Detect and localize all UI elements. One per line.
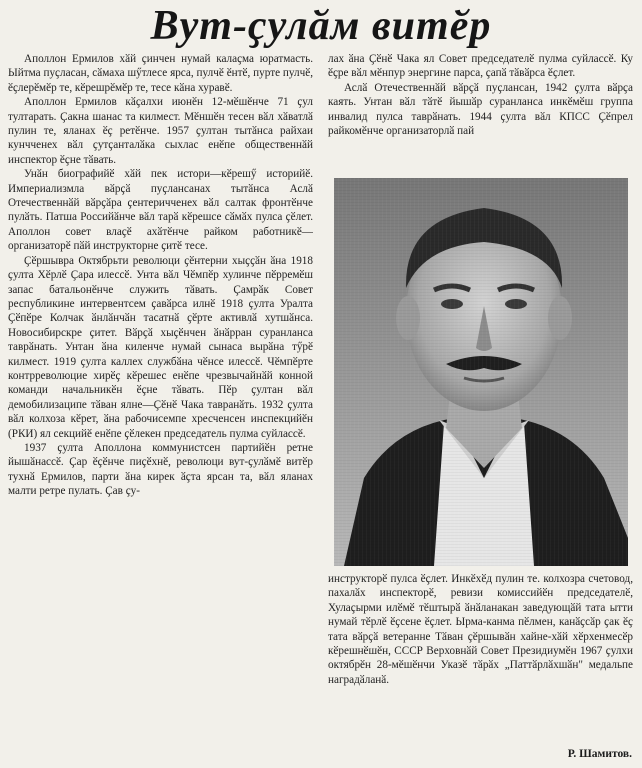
left-column [8, 52, 313, 764]
headline: Вут-ҫулӑм витӗр [150, 3, 492, 49]
paragraph: инструкторӗ пулса ӗҫлет. Инкӗхӗд пулин те. колхозра счетовод, пахалӑх инспекторӗ, ревизи комиссийӗн председателӗ, Хулаҫырми илӗмӗ тӗштырӑ ӑнӑланакан заведующӑй тата ытти нумай тӗрлӗ ӗҫсене ӗҫлет. Ырма-канма пӗлмен, канӑҫсӑр ҫак ӗҫ тата вӑрҫӑ ветеранне Тӑван ҫӗршывӑн хайне-хӑй хӗрхенмесӗр кӗрешнӗшӗн, СССР Верховнӑй Совет Президиумӗн 1967 ҫулхи октябрӗн 28-мӗшӗнчи Указӗ тӑрӑх „Паттӑрлӑхшӑн" медальпе наградӑланӑ. [328, 573, 633, 686]
portrait-illustration [334, 178, 628, 566]
left-eye [441, 299, 463, 309]
right-eye [505, 299, 527, 309]
portrait-photo [334, 178, 628, 566]
right-column-top [328, 52, 633, 172]
paragraph: Аполлон Ермилов кӑҫалхи июнӗн 12-мӗшӗнче 71 ҫул тултарать. Ҫакна шанас та килмест. Мӗншӗн тесен вӑл хӑватлӑ пулин те, яланах ӗҫ ретӗнче. 1957 ҫултан тытӑнса райхаи кунчченех вӑл ҫутҫанталӑка сыхлас енӗпе общественнӑй инспектор ӗҫне тӑвать. [8, 96, 313, 166]
paragraph: Аполлон Ермилов хӑй ҫинчен нумай калаҫма юратмасть. Ыйтма пуҫласан, сӑмаха шӳтлесе ярса, пулчӗ ӗнтӗ, пурте пулчӗ, ӗҫлерӗмӗр те, кӗрешрӗмӗр те, тесе кӑна хуравӗ. [8, 53, 313, 94]
right-column-bottom [328, 572, 633, 764]
paragraph: лах ӑна Ҫӗнӗ Чака ял Совет председателӗ пулма суйлассӗ. Ку ӗҫре вӑл мӗнпур энергине парса, ҫапӑ тӑвӑрса ӗҫлет. [328, 53, 633, 80]
right-ear [548, 296, 572, 340]
left-ear [396, 296, 420, 340]
paragraph: Унӑн биографийӗ хӑй пек истори—кӗрешӳ историйӗ. Империализмла вӑрҫӑ пуҫлансанах тытӑнса Аслӑ Отечественнӑй вӑрҫӑра ҫентеричченех вӑл салтак фронтӗнче пулӑть. Патша Российӑнче вӑл тарӑ кӗрешсе сӑмӑх пулса ҫӗлет. Аполлон совет влаҫӗ ахӑтӗнче райком работникӗ— организаторӗ пӑй инструкторне ҫитӗ тесе. [8, 168, 313, 253]
author-signature: Р. Шамитов. [567, 748, 632, 760]
paragraph: Аслӑ Отечественнӑй вӑрҫӑ пуҫлансан, 1942 ҫулта вӑрҫа каять. Унтан вӑл тӑтӗ йышӑр суранланса инкӗмӗш группа инвалид пулса таврӑнать. 1944 ҫулта вӑл КПСС Ҫӗпрел райкомӗнче организаторлӑ пай [328, 81, 633, 138]
paragraph: 1937 ҫулта Аполлона коммунистсен партийӗн ретне йышӑнассӗ. Ҫар ӗҫӗнче пиҫӗхнӗ, революци вут-ҫулӑмӗ витӗр тухнӑ Ермилов, парти ӑна кирек ӑҫта ярсан та, вӑл яланах малти ретре пулать. Ҫав ҫу- [8, 441, 313, 498]
paragraph: Ҫӗршывра Октябрьти революци ҫӗнтерни хыҫҫӑн ӑна 1918 ҫулта Хӗрлӗ Ҫара илессӗ. Унта вӑл Чӗмпӗр хулинче пӗрремӗш запас батальонӗнче служить тӑвать. Ҫамрӑк Совет республикине интервентсем ҫавӑрса илнӗ 1918 ҫулта Уралта Ҫӗпӗре Колчак ӑнлӑнчӑн тасатнӑ ҫӗрте активлӑ хутшӑнса. Новосибирскре ҫитет. Вӑрҫӑ хыҫӗнчен ӑнӑрран суранланса таврӑнать. Унтан ӑна киленче нумай сынаса вырӑна тӳрӗ килмест. 1919 ҫулта каллех службӑна чӗнсе илессӗ. Чӗмпӗрте контрреволюцие хирӗҫ кӗрешес енӗпе чрезвычайнӑй конной команди начальникӗн ӗҫне тӑвать. Пӗр ҫултан вӑл демобилизаципе тӑван ялне—Ҫӗнӗ Чака тавранӑть. 1932 ҫулта вӑл колхоза кӗрет, ӑна рабочисемпе хресченсен инспекцийӗн (РКИ) ял секцийӗ енӗпе ҫӗлекен председатель пулма суйлассӗ. [8, 254, 313, 440]
